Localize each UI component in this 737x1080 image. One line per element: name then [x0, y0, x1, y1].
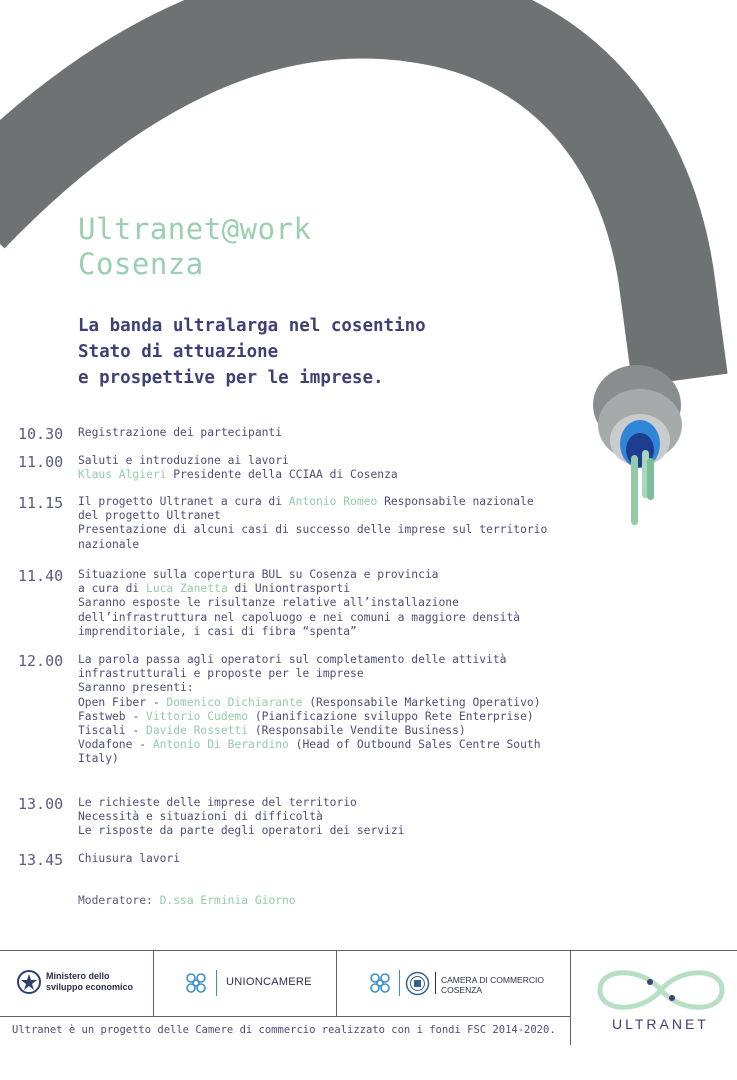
- unioncamere-knot-icon: [183, 970, 209, 996]
- agenda-line: [78, 538, 618, 552]
- agenda-text: Presentazione di alcuni casi di successo delle imprese sul territorio: [78, 523, 548, 537]
- agenda-line: [78, 596, 618, 610]
- event-title: [78, 212, 311, 282]
- title-line-2: Cosenza: [78, 247, 204, 281]
- agenda-text: Saranno presenti:: [78, 681, 194, 695]
- agenda-text: Presidente della CCIAA di Cosenza: [166, 468, 398, 482]
- agenda-line: [78, 468, 618, 482]
- agenda-text: (Pianificazione sviluppo Rete Enterprise): [248, 709, 534, 723]
- footer-top-divider: [0, 950, 737, 951]
- agenda-line: [78, 824, 618, 838]
- agenda-text: Responsabile nazionale: [377, 495, 534, 508]
- agenda-description: [78, 454, 618, 482]
- agenda-line: [78, 796, 618, 810]
- agenda-line: [78, 568, 618, 582]
- agenda-line: [78, 752, 618, 766]
- agenda-text: Il progetto Ultranet a cura di: [78, 495, 289, 508]
- ministero-line-1: Ministero dello: [46, 971, 110, 981]
- agenda-text: Le risposte da parte degli operatori dei servizi: [78, 824, 405, 838]
- agenda-time: 10.30: [18, 425, 64, 443]
- footer-divider-1: [153, 950, 154, 1016]
- agenda-line: [78, 523, 618, 537]
- agenda-line: [78, 611, 618, 625]
- agenda-text: (Responsabile Marketing Operativo): [302, 695, 541, 709]
- agenda-line: [78, 625, 618, 639]
- agenda-text: infrastrutturali e proposte per le imprese: [78, 667, 364, 681]
- agenda-text: imprenditoriale, i casi di fibra “spenta”: [78, 624, 357, 638]
- camera-separator-2: [435, 972, 436, 994]
- agenda-text: Vodafone -: [78, 738, 153, 752]
- agenda-time: 13.45: [18, 851, 64, 869]
- agenda-line: [78, 738, 618, 752]
- footer-funding-note: Ultranet è un progetto delle Camere di commercio realizzato con i fondi FSC 2014-2020.: [12, 1024, 556, 1036]
- agenda-line: [78, 653, 618, 667]
- subtitle-line-2: Stato di attuazione: [78, 342, 279, 362]
- agenda-text: a cura di: [78, 582, 147, 596]
- agenda-line: [78, 681, 618, 695]
- agenda-line: [78, 495, 618, 509]
- footer-divider-2: [336, 950, 337, 1016]
- camera-logo-text: [441, 975, 544, 995]
- agenda-time: 11.40: [18, 567, 64, 585]
- subtitle-line-1: La banda ultralarga nel cosentino: [78, 316, 426, 336]
- unioncamere-separator: [216, 970, 217, 996]
- moderator-label: Moderatore:: [78, 894, 160, 907]
- agenda-time: 11.00: [18, 453, 64, 471]
- agenda-text: Registrazione dei partecipanti: [78, 426, 283, 439]
- agenda-text: Saranno esposte le risultanze relative all’installazione: [78, 596, 459, 610]
- agenda-text: Chiusura lavori: [78, 852, 181, 865]
- agenda-line: [78, 710, 618, 724]
- unioncamere-logo-text: UNIONCAMERE: [226, 976, 312, 988]
- agenda-text: Le richieste delle imprese del territorio: [78, 796, 357, 809]
- agenda-time: 12.00: [18, 652, 64, 670]
- agenda-text: Necessità e situazioni di difficoltà: [78, 810, 323, 824]
- agenda-line: [78, 454, 618, 468]
- agenda-text: (Responsabile Vendite Business): [248, 724, 466, 738]
- agenda-text: La parola passa agli operatori sul completamento delle attività: [78, 653, 507, 666]
- ultranet-infinity-icon: [592, 965, 730, 1015]
- agenda-line: [78, 582, 618, 596]
- moderator-name: D.ssa Erminia Giorno: [159, 894, 296, 907]
- ministero-logo-text: [46, 971, 133, 993]
- agenda-text: dell’infrastruttura nel capoluogo e nei comuni a maggiore densità: [78, 610, 521, 624]
- subtitle-line-3: e prospettive per le imprese.: [78, 368, 384, 388]
- footer-divider-3: [570, 950, 571, 1045]
- agenda-time: 11.15: [18, 494, 64, 512]
- camera-separator: [399, 970, 400, 996]
- agenda-description: [78, 796, 618, 839]
- agenda-line: [78, 509, 618, 523]
- agenda-text: Saluti e introduzione ai lavori: [78, 454, 289, 467]
- speaker-name: Davide Rossetti: [146, 724, 249, 738]
- agenda-description: [78, 568, 618, 639]
- speaker-name: Luca Zanetta: [146, 582, 228, 596]
- speaker-name: Klaus Algieri: [78, 468, 167, 482]
- title-line-1: Ultranet@work: [78, 212, 312, 246]
- speaker-name: Antonio Romeo: [288, 495, 378, 508]
- agenda-description: [78, 426, 618, 440]
- agenda-line: [78, 667, 618, 681]
- agenda-line: [78, 724, 618, 738]
- ministero-line-2: sviluppo economico: [46, 982, 134, 992]
- agenda-text: Situazione sulla copertura BUL su Cosenza e provincia: [78, 568, 439, 581]
- ministero-emblem-icon: [16, 968, 42, 996]
- agenda-line: [78, 426, 618, 440]
- agenda-text: nazionale: [78, 537, 140, 551]
- agenda-description: [78, 495, 618, 552]
- camera-knot-icon: [367, 970, 393, 996]
- camera-seal-icon: [405, 971, 430, 996]
- agenda-line: [78, 810, 618, 824]
- agenda-line: [78, 852, 618, 866]
- agenda-text: (Head of Outbound Sales Centre South: [288, 738, 541, 752]
- agenda-line: [78, 696, 618, 710]
- agenda-description: [78, 852, 618, 866]
- agenda-text: Tiscali -: [78, 724, 147, 738]
- agenda-text: Fastweb -: [78, 709, 147, 723]
- event-subtitle: [78, 313, 426, 391]
- agenda-time: 13.00: [18, 795, 64, 813]
- agenda-text: di Uniontrasporti: [227, 582, 351, 596]
- moderator-line: [78, 894, 296, 907]
- agenda-text: del progetto Ultranet: [78, 509, 221, 523]
- speaker-name: Antonio Di Berardino: [152, 738, 289, 752]
- agenda-description: [78, 653, 618, 767]
- agenda-text: Italy): [78, 752, 119, 766]
- agenda-text: Open Fiber -: [78, 695, 167, 709]
- footer-note-divider: [0, 1016, 571, 1017]
- speaker-name: Vittorio Cudemo: [146, 709, 249, 723]
- speaker-name: Domenico Dichiarante: [166, 695, 303, 709]
- ultranet-logo-text: ULTRANET: [612, 1016, 709, 1032]
- camera-line-1: CAMERA DI COMMERCIO: [441, 975, 544, 985]
- camera-line-2: COSENZA: [441, 985, 483, 995]
